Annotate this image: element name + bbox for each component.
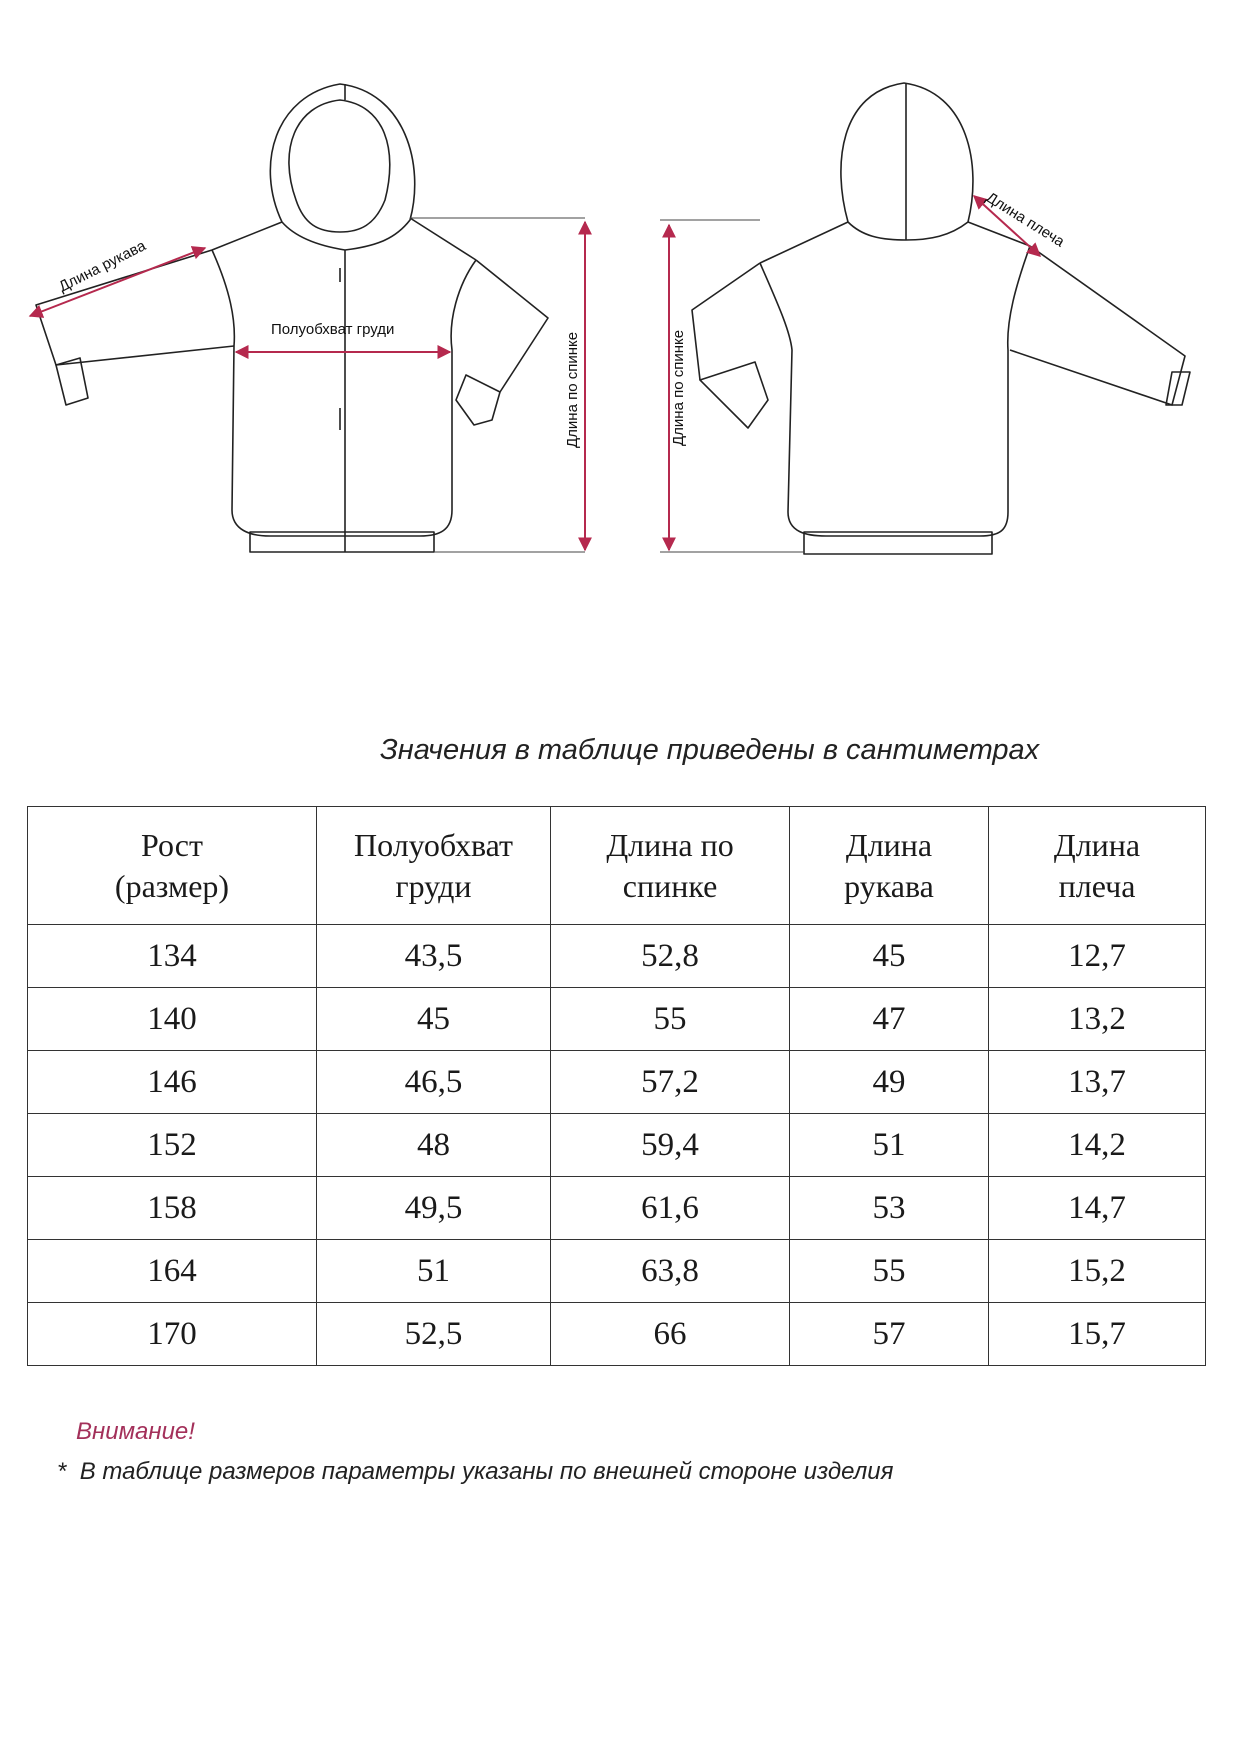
header-back-length: Длина по спинке	[551, 807, 790, 925]
cell-half-chest: 46,5	[317, 1051, 551, 1114]
half-chest-label: Полуобхват груди	[271, 321, 395, 338]
header-sleeve-length: Длина рукава	[790, 807, 989, 925]
footnote-text: В таблице размеров параметры указаны по внешней стороне изделия	[79, 1458, 894, 1485]
size-table	[27, 806, 1206, 1366]
jacket-diagram	[0, 0, 1240, 600]
cell-sleeve-length: 45	[790, 925, 989, 988]
cell-sleeve-length: 47	[790, 988, 989, 1051]
cell-sleeve-length: 55	[790, 1240, 989, 1303]
back-length-label: Длина по спинке	[670, 329, 687, 446]
back-measurements	[669, 196, 1040, 550]
size-table-row	[28, 1051, 1206, 1114]
size-table-row	[28, 1303, 1206, 1366]
cell-shoulder-length: 15,7	[989, 1303, 1206, 1366]
size-table-header-row	[28, 807, 1206, 925]
size-table-row	[28, 1240, 1206, 1303]
cell-height-size: 134	[28, 925, 317, 988]
back-jacket-drawing	[692, 83, 1190, 554]
attention-heading	[76, 1418, 195, 1446]
cell-sleeve-length: 57	[790, 1303, 989, 1366]
attention-mark: !	[188, 1418, 195, 1445]
cell-height-size: 146	[28, 1051, 317, 1114]
attention-word: Внимание	[76, 1418, 189, 1445]
cell-back-length: 63,8	[551, 1240, 790, 1303]
cell-back-length: 55	[551, 988, 790, 1051]
front-back-length-label: Длина по спинке	[564, 331, 581, 448]
cell-back-length: 52,8	[551, 925, 790, 988]
cell-height-size: 152	[28, 1114, 317, 1177]
cell-shoulder-length: 13,7	[989, 1051, 1206, 1114]
cell-height-size: 164	[28, 1240, 317, 1303]
cell-height-size: 158	[28, 1177, 317, 1240]
size-table-row	[28, 1114, 1206, 1177]
size-table-row	[28, 925, 1206, 988]
cell-height-size: 170	[28, 1303, 317, 1366]
cell-back-length: 57,2	[551, 1051, 790, 1114]
cell-shoulder-length: 14,2	[989, 1114, 1206, 1177]
cell-half-chest: 51	[317, 1240, 551, 1303]
header-half-chest: Полуобхват груди	[317, 807, 551, 925]
cell-shoulder-length: 15,2	[989, 1240, 1206, 1303]
footnote-asterisk: *	[57, 1458, 67, 1485]
cell-shoulder-length: 13,2	[989, 988, 1206, 1051]
cell-height-size: 140	[28, 988, 317, 1051]
cell-back-length: 61,6	[551, 1177, 790, 1240]
cell-half-chest: 43,5	[317, 925, 551, 988]
cell-half-chest: 49,5	[317, 1177, 551, 1240]
cell-sleeve-length: 51	[790, 1114, 989, 1177]
size-table-row	[28, 1177, 1206, 1240]
cell-shoulder-length: 12,7	[989, 925, 1206, 988]
cell-sleeve-length: 49	[790, 1051, 989, 1114]
cell-back-length: 59,4	[551, 1114, 790, 1177]
cell-half-chest: 52,5	[317, 1303, 551, 1366]
cell-back-length: 66	[551, 1303, 790, 1366]
shoulder-length-label: Длина плеча	[982, 188, 1068, 251]
cell-half-chest: 48	[317, 1114, 551, 1177]
cell-shoulder-length: 14,7	[989, 1177, 1206, 1240]
cell-sleeve-length: 53	[790, 1177, 989, 1240]
header-shoulder-length: Длина плеча	[989, 807, 1206, 925]
header-height-size: Рост (размер)	[28, 807, 317, 925]
units-note: Значения в таблице приведены в сантиметрах	[380, 734, 1040, 766]
cell-half-chest: 45	[317, 988, 551, 1051]
front-jacket-drawing	[36, 84, 548, 552]
sleeve-length-label: Длина рукава	[56, 237, 149, 296]
footnote	[57, 1458, 893, 1486]
size-table-row	[28, 988, 1206, 1051]
front-measurements	[30, 222, 585, 550]
